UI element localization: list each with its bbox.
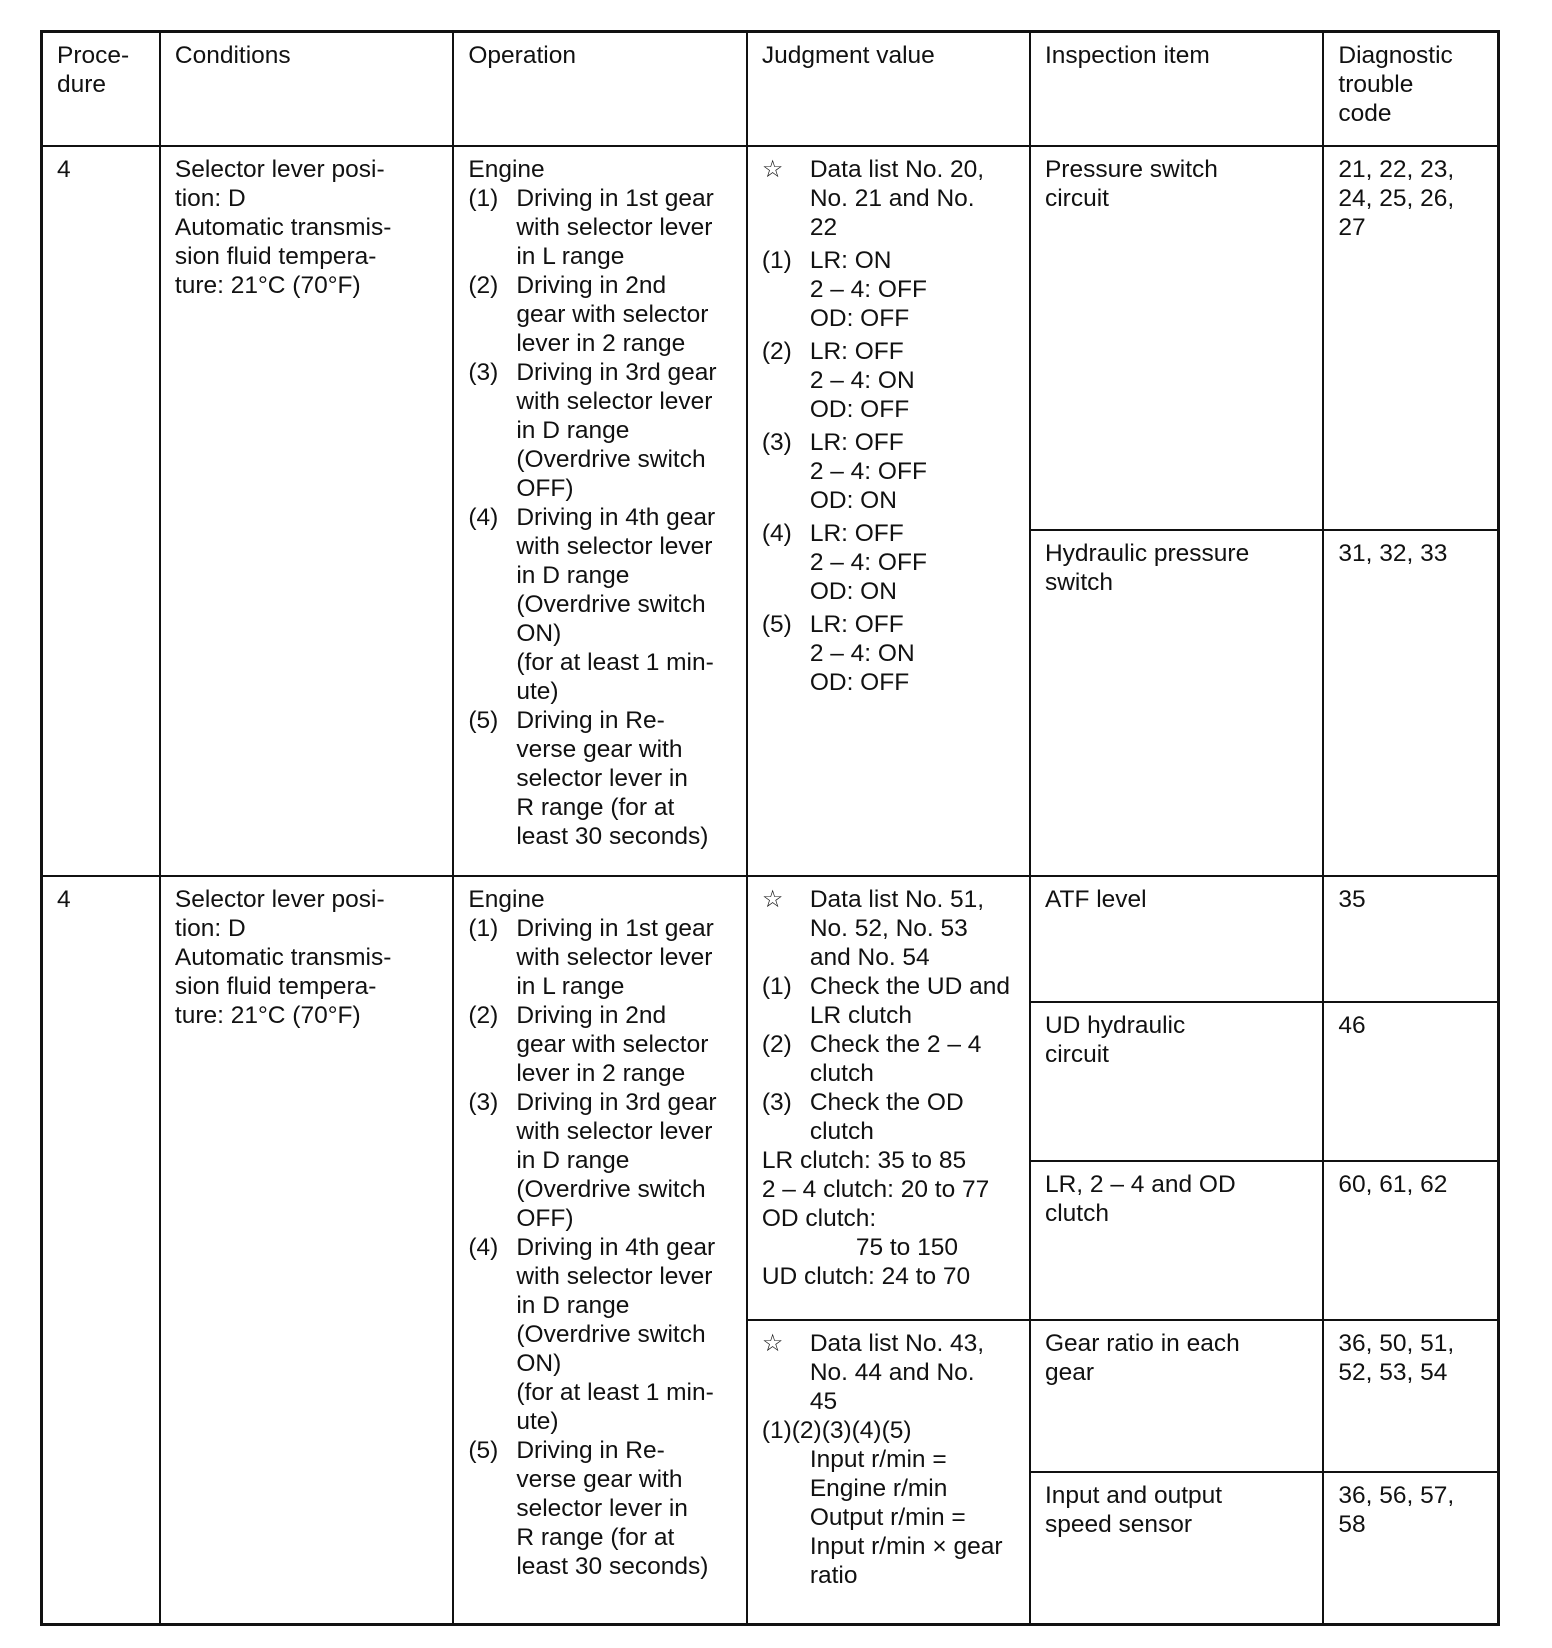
header-procedure: Proce- dure: [42, 32, 160, 147]
dtc-cell: 36, 56, 57, 58: [1323, 1472, 1498, 1625]
judgment-item: (3) LR: OFF 2 – 4: OFF OD: ON: [761, 429, 927, 514]
operation-item: (1) Driving in 1st gear with selector lever in L range: [468, 185, 714, 270]
judgment-item: (3) Check the OD clutch: [761, 1089, 964, 1145]
procedure-cell: 4: [42, 876, 160, 1625]
conditions-cell: [160, 146, 453, 876]
header-operation: Operation: [453, 32, 746, 147]
operation-item: (1) Driving in 1st gear with selector lever in L range: [468, 915, 714, 1000]
clutch-value: UD clutch: 24 to 70: [761, 1263, 971, 1290]
clutch-value: 75 to 150: [855, 1234, 958, 1261]
operation-item: (2) Driving in 2nd gear with selector lever in 2 range: [468, 272, 709, 357]
inspection-item-cell: LR, 2 – 4 and OD clutch: [1030, 1161, 1323, 1320]
inspection-item-cell: Pressure switch circuit: [1030, 146, 1323, 530]
operation-title: Engine: [468, 886, 545, 913]
dtc-cell: 46: [1323, 1002, 1498, 1161]
condition-selector: Selector lever posi- tion: D: [174, 156, 385, 212]
condition-selector: Selector lever posi- tion: D: [174, 886, 385, 942]
inspection-item-cell: Hydraulic pressure switch: [1030, 530, 1323, 876]
operation-item: (3) Driving in 3rd gear with selector lever in D range (Overdrive switch OFF): [468, 359, 717, 502]
judgment-cell-ratio: [747, 1320, 1030, 1625]
judgment-nums: (1)(2)(3)(4)(5): [761, 1417, 912, 1444]
operation-item: (3) Driving in 3rd gear with selector lever in D range (Overdrive switch OFF): [468, 1089, 717, 1232]
inspection-item-cell: Input and output speed sensor: [1030, 1472, 1323, 1625]
dtc-cell: 31, 32, 33: [1323, 530, 1498, 876]
dtc-cell: 36, 50, 51, 52, 53, 54: [1323, 1320, 1498, 1472]
diagnosis-table: [40, 30, 1500, 1626]
procedure-cell: 4: [42, 146, 160, 876]
condition-temperature: Automatic transmis- sion fluid tempera- ture: 21°C (70°F): [174, 944, 392, 1029]
judgment-item: (5) LR: OFF 2 – 4: ON OD: OFF: [761, 611, 915, 696]
operation-item: (2) Driving in 2nd gear with selector lever in 2 range: [468, 1002, 709, 1087]
star-icon: ☆: [761, 156, 784, 183]
header-judgment-value: Judgment value: [747, 32, 1030, 147]
star-icon: ☆: [761, 1330, 784, 1357]
inspection-item-cell: ATF level: [1030, 876, 1323, 1002]
judgment-item: (2) Check the 2 – 4 clutch: [761, 1031, 982, 1087]
clutch-value: OD clutch:: [761, 1205, 877, 1232]
operation-item: (5) Driving in Re- verse gear with selector lever in R range (for at least 30 seconds): [468, 1437, 709, 1580]
judgment-item: (1) LR: ON 2 – 4: OFF OD: OFF: [761, 247, 927, 332]
judgment-note: ☆ Data list No. 20, No. 21 and No. 22: [761, 156, 985, 241]
dtc-cell: 35: [1323, 876, 1498, 1002]
ratio-line: Input r/min = Engine r/min: [809, 1446, 948, 1502]
judgment-item: (2) LR: OFF 2 – 4: ON OD: OFF: [761, 338, 915, 423]
operation-item: (4) Driving in 4th gear with selector lever in D range (Overdrive switch ON) (for at least 1 min- ute): [468, 504, 716, 705]
judgment-note: ☆ Data list No. 51, No. 52, No. 53 and No. 54: [761, 886, 985, 971]
inspection-item-cell: UD hydraulic circuit: [1030, 1002, 1323, 1161]
clutch-value: 2 – 4 clutch: 20 to 77: [761, 1176, 990, 1203]
operation-item: (4) Driving in 4th gear with selector lever in D range (Overdrive switch ON) (for at least 1 min- ute): [468, 1234, 716, 1435]
condition-temperature: Automatic transmis- sion fluid tempera- ture: 21°C (70°F): [174, 214, 392, 299]
judgment-item: (1) Check the UD and LR clutch: [761, 973, 1010, 1029]
operation-item: (5) Driving in Re- verse gear with selector lever in R range (for at least 30 seconds): [468, 707, 709, 850]
operation-title: Engine: [468, 156, 545, 183]
ratio-line: Output r/min = Input r/min × gear ratio: [809, 1504, 1003, 1589]
operation-cell: [453, 146, 746, 876]
section2-row-a: [42, 876, 1499, 1002]
section1-row-a: [42, 146, 1499, 530]
header-row: [42, 32, 1499, 147]
header-conditions: Conditions: [160, 32, 453, 147]
judgment-note: ☆ Data list No. 43, No. 44 and No. 45: [761, 1330, 985, 1415]
judgment-cell: [747, 146, 1030, 876]
star-icon: ☆: [761, 886, 784, 913]
operation-cell: [453, 876, 746, 1625]
header-inspection-item: Inspection item: [1030, 32, 1323, 147]
judgment-item: (4) LR: OFF 2 – 4: OFF OD: ON: [761, 520, 927, 605]
clutch-value: LR clutch: 35 to 85: [761, 1147, 967, 1174]
header-dtc: Diagnostic trouble code: [1323, 32, 1498, 147]
conditions-cell: [160, 876, 453, 1625]
judgment-cell-pressure: [747, 876, 1030, 1320]
dtc-cell: 21, 22, 23, 24, 25, 26, 27: [1323, 146, 1498, 530]
dtc-cell: 60, 61, 62: [1323, 1161, 1498, 1320]
inspection-item-cell: Gear ratio in each gear: [1030, 1320, 1323, 1472]
